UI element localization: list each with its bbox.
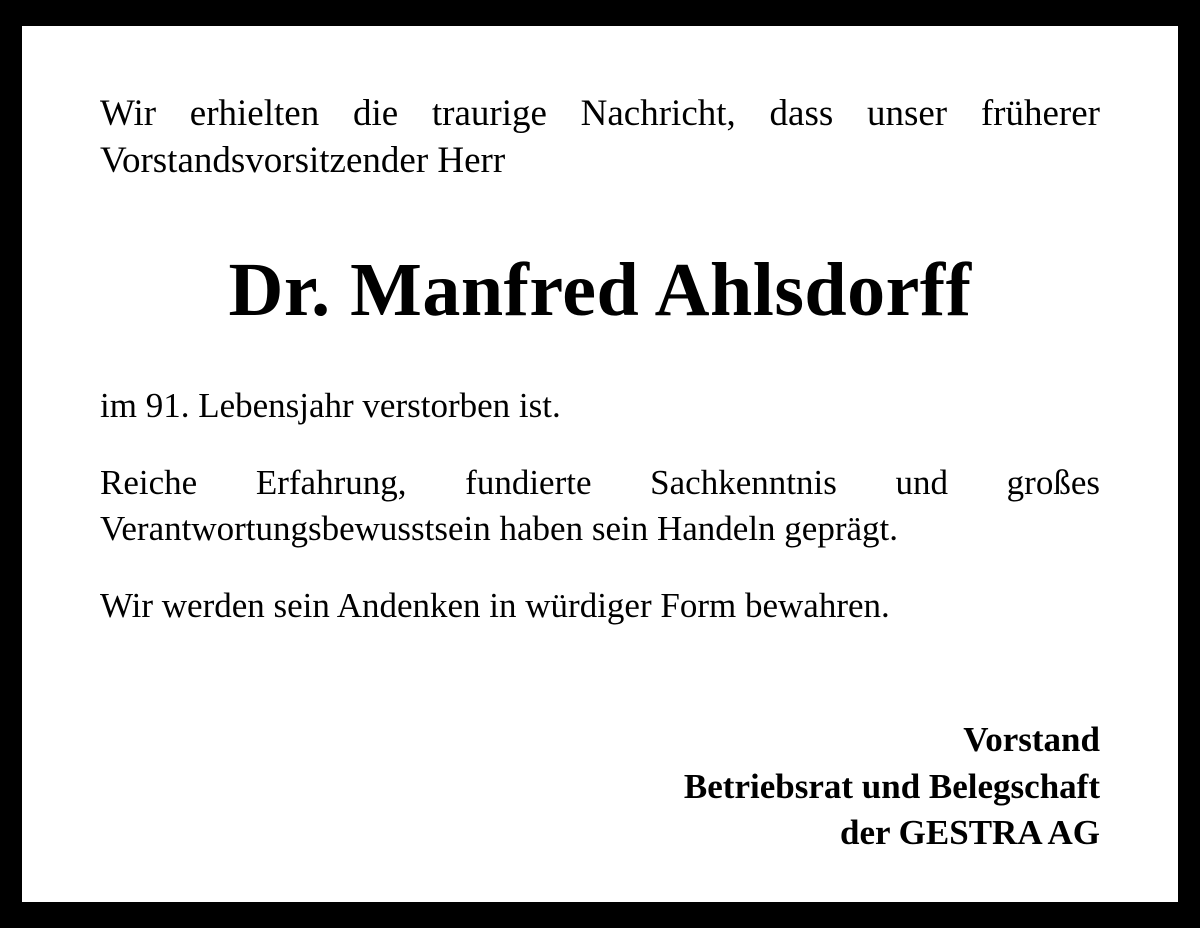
tribute-paragraph-2: Wir werden sein Andenken in würdiger Form bewahren. bbox=[100, 586, 890, 626]
layout-spacer bbox=[100, 629, 1100, 718]
deceased-name-block bbox=[100, 247, 1100, 332]
notice-content bbox=[22, 26, 1178, 902]
signature-line-1: Vorstand bbox=[963, 720, 1100, 760]
intro-text: Wir erhielten die traurige Nachricht, dass unser früherer Vorstandsvorsitzender Herr bbox=[100, 93, 1100, 182]
signature-block bbox=[100, 717, 1100, 856]
signature-line-3: der GESTRA AG bbox=[840, 812, 1100, 852]
deceased-name: Dr. Manfred Ahlsdorff bbox=[228, 247, 972, 332]
signature-line-2: Betriebsrat und Belegschaft bbox=[683, 766, 1100, 806]
tribute-paragraph-1: Reiche Erfahrung, fundierte Sachkenntnis und großes Verantwortungsbewusstsein haben sein Handeln geprägt. bbox=[100, 463, 1100, 548]
age-line: im 91. Lebensjahr verstorben ist. bbox=[100, 385, 561, 425]
